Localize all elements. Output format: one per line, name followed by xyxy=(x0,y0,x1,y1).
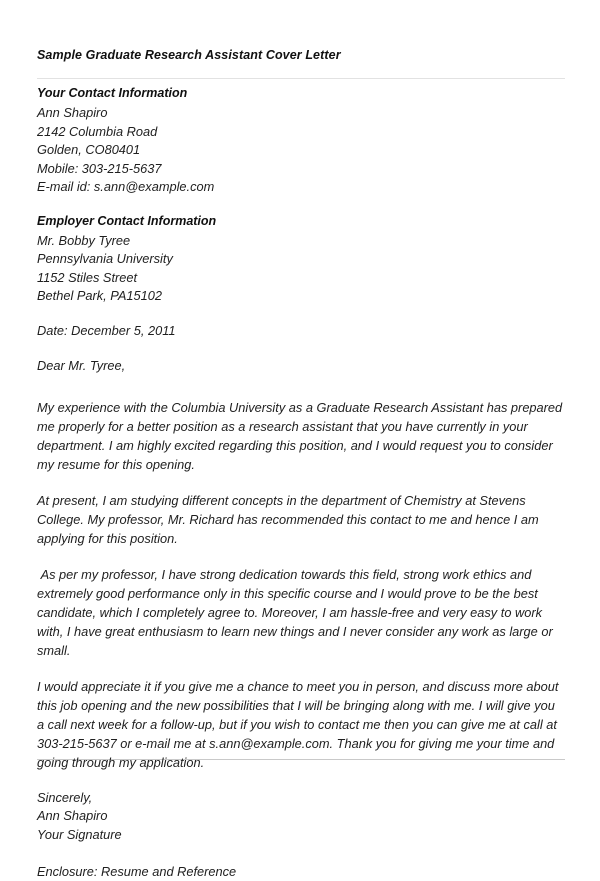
body-paragraph-3: As per my professor, I have strong dedication towards this field, strong work ethics and extremely good performance only in this specific course and I would prove to be the best candidate, which I completely agree to. Moreover, I am hassle-free and very easy to work with, I have great enthusiasm to learn new things and I never consider any work as large or small. xyxy=(37,566,557,658)
sender-line-street: 2142 Columbia Road xyxy=(37,123,158,139)
spacer xyxy=(37,77,565,84)
sender-line-city: Golden, CO80401 xyxy=(37,142,141,157)
sender-line-name: Ann Shapiro xyxy=(37,105,108,120)
recipient-line-street: 1152 Stiles Street xyxy=(37,269,138,285)
sender-line-mobile: Mobile: 303-215-5637 xyxy=(37,160,162,176)
recipient-line-city: Bethel Park, PA15102 xyxy=(37,288,162,303)
sender-contact-block xyxy=(37,84,565,197)
recipient-contact-block xyxy=(37,212,565,306)
closing-name: Ann Shapiro xyxy=(37,808,108,823)
salutation: Dear Mr. Tyree, xyxy=(37,357,126,373)
signature-placeholder: Your Signature xyxy=(37,826,122,842)
body-paragraph-1: My experience with the Columbia University as a Graduate Research Assistant has prepared me properly for a better position as a research assistant that you have currently in your department. I am highly excited regarding this position, and I would request you to consider my resume for this opening. xyxy=(37,399,566,472)
closing-block xyxy=(37,789,565,845)
enclosure-line: Enclosure: Resume and Reference xyxy=(37,864,237,879)
letter-body xyxy=(37,47,565,881)
sender-line-email: E-mail id: s.ann@example.com xyxy=(37,179,215,194)
sender-heading: Your Contact Information xyxy=(37,86,188,100)
body-paragraph-4: I would appreciate it if you give me a chance to meet you in person, and discuss more about this job opening and the new possibilities that I will be bringing along with me. I will give you a call next week for a follow-up, but if you wish to contact me then you can give me at call at 303-215-5637 or e-mail me at s.ann@example.com. Thank you for giving me your time and going through my application. xyxy=(37,678,562,770)
page-title: Sample Graduate Research Assistant Cover Letter xyxy=(37,48,341,62)
recipient-heading: Employer Contact Information xyxy=(37,213,217,228)
closing-salutation: Sincerely, xyxy=(37,789,93,805)
spacer xyxy=(37,391,565,398)
recipient-line-name: Mr. Bobby Tyree xyxy=(37,232,131,248)
date-line: Date: December 5, 2011 xyxy=(37,322,176,338)
recipient-line-organization: Pennsylvania University xyxy=(37,251,173,266)
body-paragraph-2: At present, I am studying different concepts in the department of Chemistry at Stevens College. My professor, Mr. Richard has recommended this contact to me and hence I am applying for this position. xyxy=(37,492,543,546)
